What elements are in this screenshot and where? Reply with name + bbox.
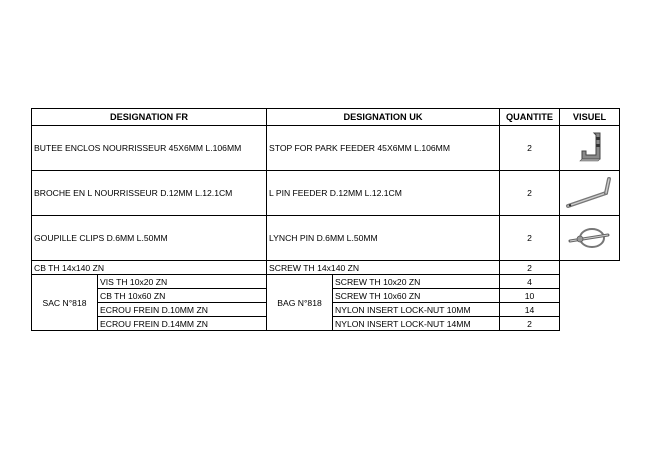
table-row bbox=[32, 171, 620, 216]
bag-label-uk: BAG N°818 bbox=[267, 275, 333, 331]
table-row bbox=[32, 275, 620, 289]
designation-fr-cell: CB TH 10x60 ZN bbox=[98, 289, 267, 303]
quantity-cell: 14 bbox=[500, 303, 560, 317]
designation-uk-cell: SCREW TH 10x20 ZN bbox=[333, 275, 500, 289]
designation-fr-cell: ECROU FREIN D.14MM ZN bbox=[98, 317, 267, 331]
header-row bbox=[32, 109, 620, 126]
table-row bbox=[32, 216, 620, 261]
designation-fr-cell: BROCHE EN L NOURRISSEUR D.12MM L.12.1CM bbox=[32, 171, 267, 216]
visual-cell bbox=[560, 171, 620, 216]
angle-bracket-icon bbox=[570, 129, 610, 167]
designation-uk-cell: SCREW TH 14x140 ZN bbox=[267, 261, 500, 275]
designation-uk-cell: NYLON INSERT LOCK-NUT 14MM bbox=[333, 317, 500, 331]
quantity-cell: 2 bbox=[500, 317, 560, 331]
quantity-cell: 10 bbox=[500, 289, 560, 303]
table-row bbox=[32, 261, 620, 275]
parts-table bbox=[31, 108, 620, 331]
designation-uk-cell: NYLON INSERT LOCK-NUT 10MM bbox=[333, 303, 500, 317]
table-row bbox=[32, 126, 620, 171]
designation-uk-cell: STOP FOR PARK FEEDER 45X6MM L.106MM bbox=[267, 126, 500, 171]
designation-fr-cell: CB TH 14x140 ZN bbox=[32, 261, 267, 275]
quantity-cell: 2 bbox=[500, 171, 560, 216]
designation-fr-cell: VIS TH 10x20 ZN bbox=[98, 275, 267, 289]
quantity-cell: 2 bbox=[500, 216, 560, 261]
l-pin-icon bbox=[562, 173, 618, 213]
designation-fr-cell: ECROU FREIN D.10MM ZN bbox=[98, 303, 267, 317]
quantity-cell: 2 bbox=[500, 126, 560, 171]
designation-uk-cell: L PIN FEEDER D.12MM L.12.1CM bbox=[267, 171, 500, 216]
visual-cell bbox=[560, 216, 620, 261]
designation-uk-cell: LYNCH PIN D.6MM L.50MM bbox=[267, 216, 500, 261]
header-designation-uk: DESIGNATION UK bbox=[267, 109, 500, 126]
bag-label-fr: SAC N°818 bbox=[32, 275, 98, 331]
designation-uk-cell: SCREW TH 10x60 ZN bbox=[333, 289, 500, 303]
lynch-pin-icon bbox=[562, 219, 618, 257]
header-visuel: VISUEL bbox=[560, 109, 620, 126]
designation-fr-cell: BUTEE ENCLOS NOURRISSEUR 45X6MM L.106MM bbox=[32, 126, 267, 171]
quantity-cell: 2 bbox=[500, 261, 560, 275]
header-quantite: QUANTITE bbox=[500, 109, 560, 126]
header-designation-fr: DESIGNATION FR bbox=[32, 109, 267, 126]
designation-fr-cell: GOUPILLE CLIPS D.6MM L.50MM bbox=[32, 216, 267, 261]
visual-cell bbox=[560, 126, 620, 171]
quantity-cell: 4 bbox=[500, 275, 560, 289]
